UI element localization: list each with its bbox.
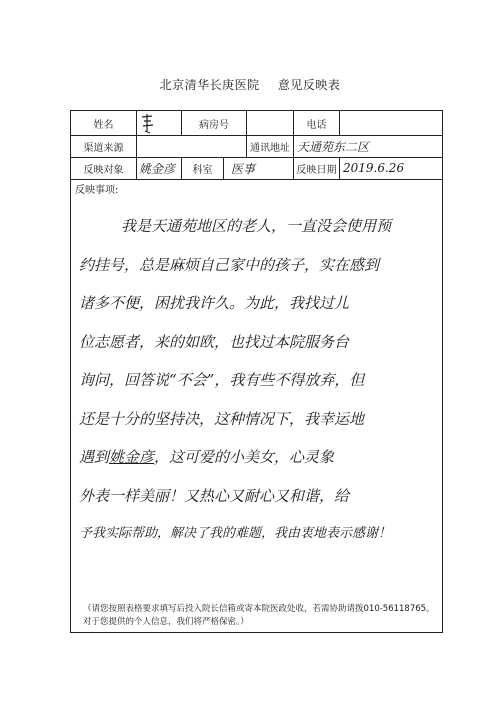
page-title (0, 76, 500, 93)
letter-line: 我是天通苑地区的老人，一直没会使用预 (121, 217, 392, 235)
letter-line: 诸多不便，困扰我许久。为此，我找过儿 (79, 294, 350, 312)
letter-line: 外表一样美丽！又热心又耐心又和谐，给 (79, 486, 350, 505)
hospital-name: 北京清华长庚医院 (159, 78, 260, 92)
phone-field[interactable] (340, 111, 442, 135)
col-divider (136, 157, 137, 179)
letter-line-rest: ，这可爱的小美女，心灵象 (154, 448, 335, 466)
address-value[interactable]: 天通苑东二区 (297, 139, 370, 154)
channel-field[interactable] (137, 135, 246, 157)
letter-line: 约挂号，总是麻烦自己家中的孩子，实在感到 (79, 255, 380, 274)
name-scribble-mark (139, 111, 157, 135)
row-divider (71, 179, 442, 180)
target-label: 反映对象 (83, 164, 124, 176)
ward-label: 病房号 (199, 119, 229, 131)
matters-label: 反映事项: (75, 184, 119, 196)
date-value[interactable]: 2019.6.26 (343, 161, 405, 175)
col-divider (223, 157, 224, 179)
letter-line: 位志愿者，来的如欧，也找过本院服务台 (79, 332, 350, 351)
dept-label: 科室 (192, 164, 213, 176)
col-divider (339, 157, 340, 179)
ward-field[interactable] (247, 111, 293, 135)
address-label: 通讯地址 (250, 142, 290, 154)
form-name: 意见反映表 (277, 78, 341, 92)
footer-note: （请您按照表格要求填写后投入院长信箱或寄本院医政处收，若需协助请拨010-56118765。对于您提供的个人信息，我们将严格保密。） (83, 604, 435, 627)
name-label: 姓名 (93, 119, 114, 131)
letter-line (79, 438, 441, 477)
handwritten-letter (79, 207, 441, 554)
letter-line-start: 遇到 (79, 448, 110, 466)
target-value[interactable]: 姚金彦 (139, 161, 176, 176)
col-divider (293, 135, 294, 157)
phone-label: 电话 (306, 119, 327, 131)
date-label: 反映日期 (296, 164, 337, 176)
channel-label: 渠道来源 (83, 142, 124, 154)
dept-value[interactable]: 医事 (231, 161, 256, 176)
feedback-form (70, 110, 443, 633)
highlighted-staff-name: 姚金彦 (109, 448, 155, 466)
letter-line: 询问，回答说“不会”，我有些不得放弃，但 (79, 371, 365, 389)
letter-line: 还是十分的坚持决，这种情况下，我幸运地 (79, 409, 365, 428)
letter-line: 予我实际帮助，解决了我的难题，我由衷地表示感谢！ (79, 526, 392, 541)
